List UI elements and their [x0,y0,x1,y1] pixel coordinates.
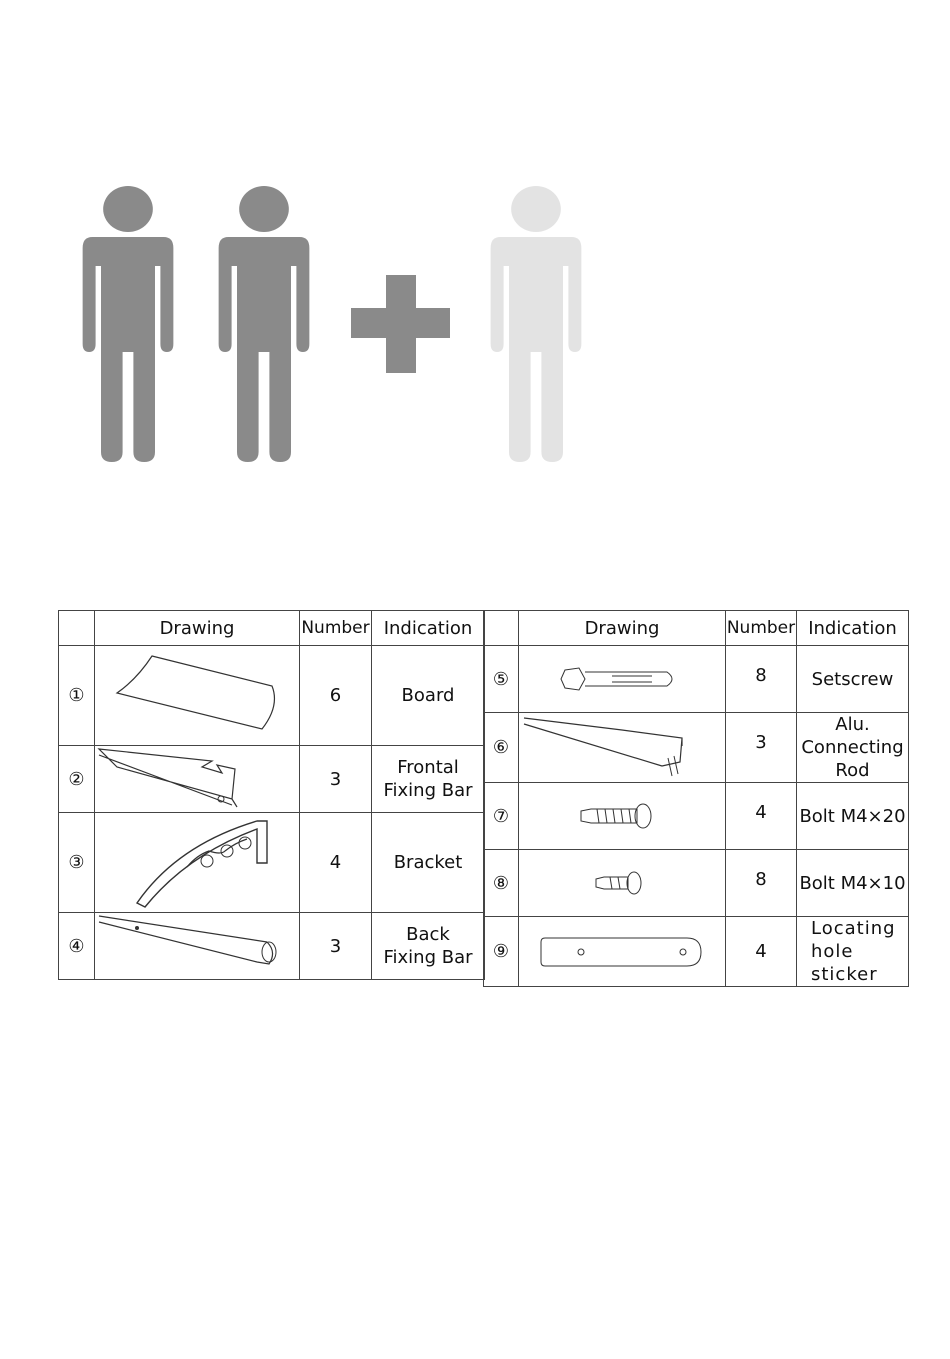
sticker-drawing [519,917,726,987]
person-icon [219,186,310,462]
item-number: 6 [300,646,372,746]
item-number: 3 [726,713,797,783]
table-row [59,646,485,746]
table-row [59,813,485,913]
indication-header: Indication [797,611,909,646]
item-number: 4 [726,917,797,987]
table-row [484,783,909,850]
board-drawing [95,646,300,746]
table-row [59,913,485,980]
item-indication: Bolt M4×20 [797,783,909,850]
table-row [484,850,909,917]
item-indication: Alu. Connecting Rod [797,713,909,783]
number-header: Number [300,611,372,646]
drawing-header: Drawing [519,611,726,646]
bolt-small-drawing [519,850,726,917]
bracket-drawing [95,813,300,913]
item-number: 4 [300,813,372,913]
item-indication: Setscrew [797,646,909,713]
item-number: 3 [300,746,372,813]
parts-table-right [483,610,909,987]
table-row [59,746,485,813]
connecting-rod-drawing [519,713,726,783]
item-indication: Bracket [372,813,485,913]
empty-header [484,611,519,646]
drawing-header: Drawing [95,611,300,646]
person-icon [491,186,582,462]
item-number: 4 [726,783,797,850]
person-icon [83,186,174,462]
setscrew-drawing [519,646,726,713]
table-row [484,646,909,713]
bolt-drawing [519,783,726,850]
item-number: 3 [300,913,372,980]
item-index: ④ [59,913,95,980]
item-indication: Frontal Fixing Bar [372,746,485,813]
indication-header: Indication [372,611,485,646]
item-number: 8 [726,850,797,917]
item-index: ① [59,646,95,746]
item-index: ⑨ [484,917,519,987]
table-row [484,917,909,987]
number-header: Number [726,611,797,646]
item-indication: Back Fixing Bar [372,913,485,980]
table-row [484,713,909,783]
persons-illustration [0,0,950,520]
item-index: ③ [59,813,95,913]
item-index: ⑤ [484,646,519,713]
item-index: ⑦ [484,783,519,850]
item-index: ⑥ [484,713,519,783]
item-number: 8 [726,646,797,713]
item-indication: Bolt M4×10 [797,850,909,917]
item-indication: Board [372,646,485,746]
frontal-fixing-bar-drawing [95,746,300,813]
item-indication: Locating hole sticker [797,917,909,987]
plus-icon [351,275,450,373]
item-index: ⑧ [484,850,519,917]
item-index: ② [59,746,95,813]
parts-table-left [58,610,485,980]
back-fixing-bar-drawing [95,913,300,980]
empty-header [59,611,95,646]
